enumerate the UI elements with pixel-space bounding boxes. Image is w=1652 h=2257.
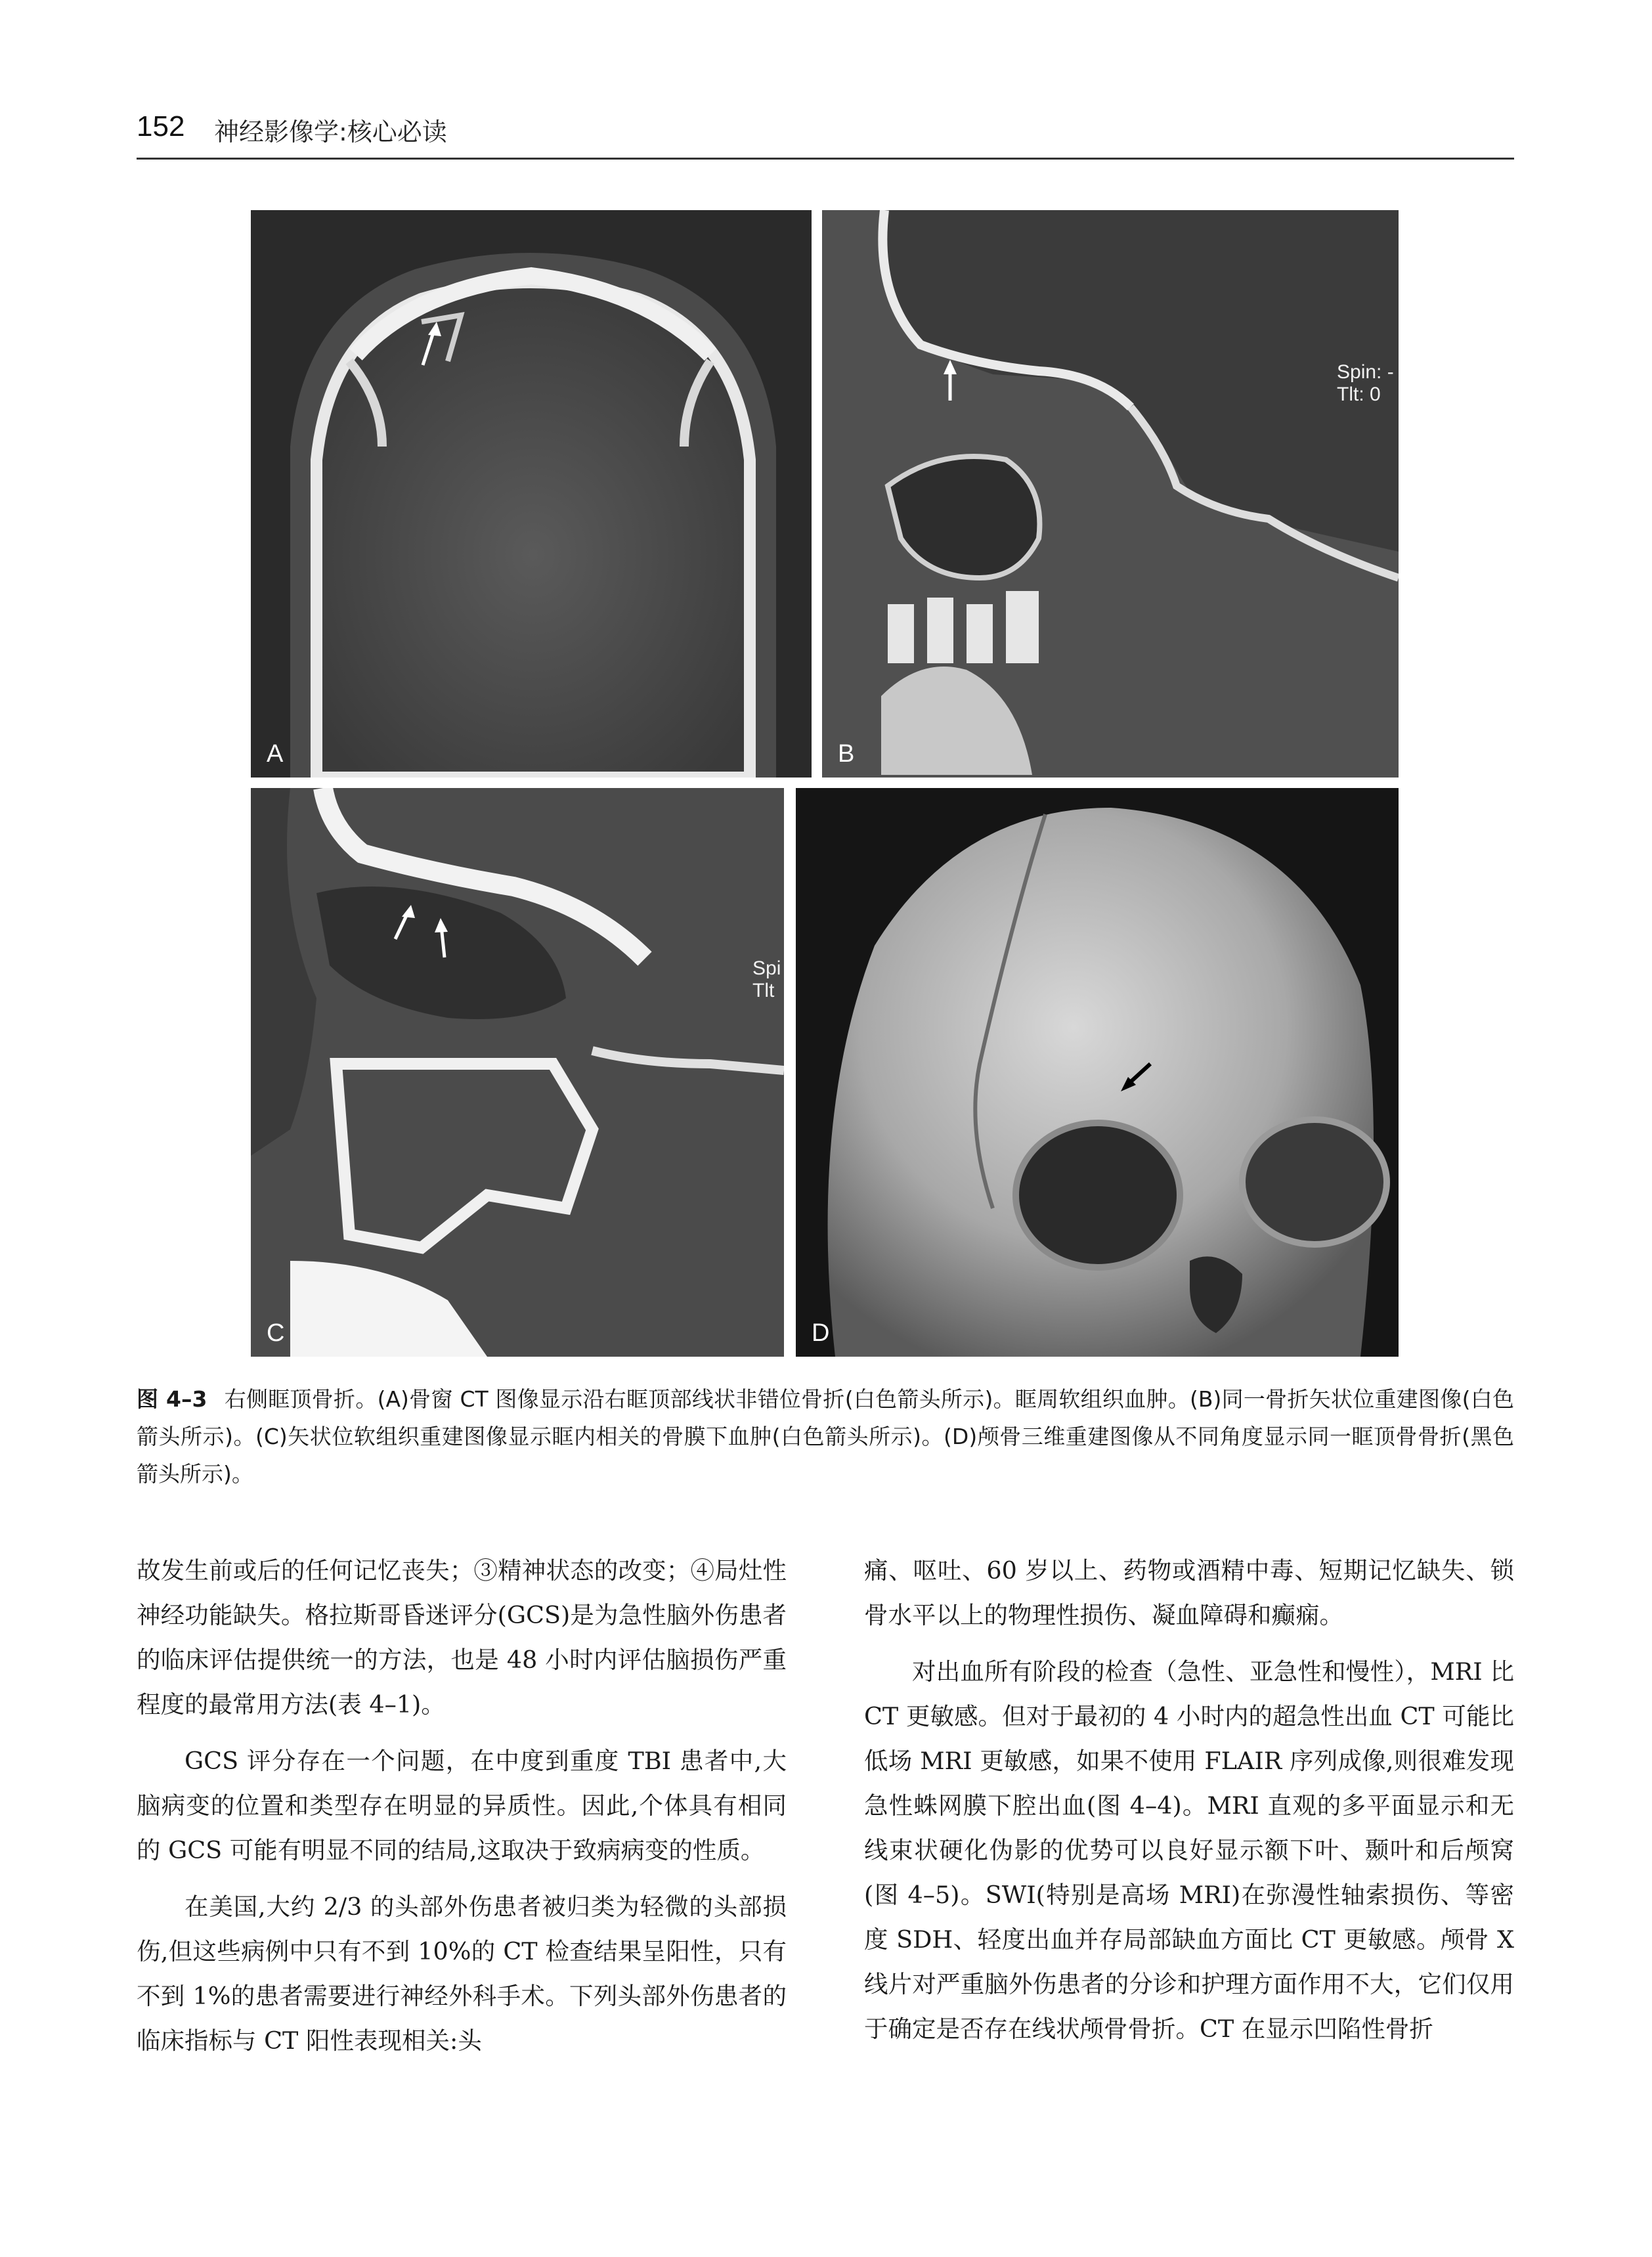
tilt-readout: Tlt xyxy=(752,980,775,1001)
paragraph: 故发生前或后的任何记忆丧失；③精神状态的改变；④局灶性神经功能缺失。格拉斯哥昏迷评分(GCS)是为急性脑外伤患者的临床评估提供统一的方法，也是 48 小时内评估脑损伤严重程度的最常用方法(表 4–1)。 xyxy=(137,1556,787,1719)
caption-text: 右侧眶顶骨折。(A)骨窗 CT 图像显示沿右眶顶部线状非错位骨折(白色箭头所示)。眶周软组织血肿。(B)同一骨折矢状位重建图像(白色箭头所示)。(C)矢状位软组织重建图像显示眶内相关的骨膜下血肿(白色箭头所示)。(D)颅骨三维重建图像从不同角度显示同一眶顶骨骨折(黑色箭头所示)。 xyxy=(137,1386,1514,1487)
paragraph: 在美国,大约 2/3 的头部外伤患者被归类为轻微的头部损伤,但这些病例中只有不到 10%的 CT 检查结果呈阳性，只有不到 1%的患者需要进行神经外科手术。下列头部外伤患者的临床指标与 CT 阳性表现相关:头 xyxy=(137,1893,787,2055)
book-title: 神经影像学:核心必读 xyxy=(214,118,447,146)
figure-id: 图 4–3 xyxy=(137,1386,207,1412)
header-rule xyxy=(137,158,1514,160)
paragraph: 对出血所有阶段的检查（急性、亚急性和慢性），MRI 比 CT 更敏感。但对于最初的 4 小时内的超急性出血 CT 可能比低场 MRI 更敏感，如果不使用 FLAIR 序列成像,则很难发现急性蛛网膜下腔出血(图 4–4)。MRI 直观的多平面显示和无线束状硬化伪影的优势可以良好显示额下叶、颞叶和后颅窝(图 4–5)。SWI(特别是高场 MRI)在弥漫性轴索损伤、等密度 SDH、轻度出血并存局部缺血方面比 CT 更敏感。颅骨 X 线片对严重脑外伤患者的分诊和护理方面作用不大，它们仅用于确定是否存在线状颅骨骨折。CT 在显示凹陷性骨折 xyxy=(864,1657,1514,2043)
panel-label-a: A xyxy=(267,740,284,768)
spin-readout: Spin: - xyxy=(1337,361,1394,383)
spin-readout: Spi xyxy=(752,957,781,979)
body-column-right xyxy=(864,1548,1514,2063)
body-column-left xyxy=(137,1548,787,2075)
page-number: 152 xyxy=(137,110,185,142)
tilt-readout: Tlt: 0 xyxy=(1337,383,1381,405)
figure-panel-a xyxy=(251,210,812,778)
ct-sagittal-bone-image xyxy=(822,210,1399,778)
page-header xyxy=(137,110,1514,158)
skull-3d-image xyxy=(796,788,1399,1357)
figure-panel-b xyxy=(822,210,1399,778)
ct-axial-image xyxy=(251,210,812,778)
paragraph: 痛、呕吐、60 岁以上、药物或酒精中毒、短期记忆缺失、锁骨水平以上的物理性损伤、凝血障碍和癫痫。 xyxy=(864,1556,1514,1629)
ct-sagittal-soft-tissue-image xyxy=(251,788,784,1357)
paragraph: GCS 评分存在一个问题，在中度到重度 TBI 患者中,大脑病变的位置和类型存在明显的异质性。因此,个体具有相同的 GCS 可能有明显不同的结局,这取决于致病病变的性质。 xyxy=(137,1747,787,1864)
panel-label-b: B xyxy=(838,740,855,768)
panel-label-d: D xyxy=(812,1319,830,1347)
scanner-overlay xyxy=(752,957,781,1002)
panel-label-c: C xyxy=(267,1319,285,1347)
scanner-overlay xyxy=(1337,361,1394,406)
figure-caption xyxy=(137,1380,1514,1493)
figure-panel-c xyxy=(251,788,784,1357)
figure-panel-d xyxy=(796,788,1399,1357)
